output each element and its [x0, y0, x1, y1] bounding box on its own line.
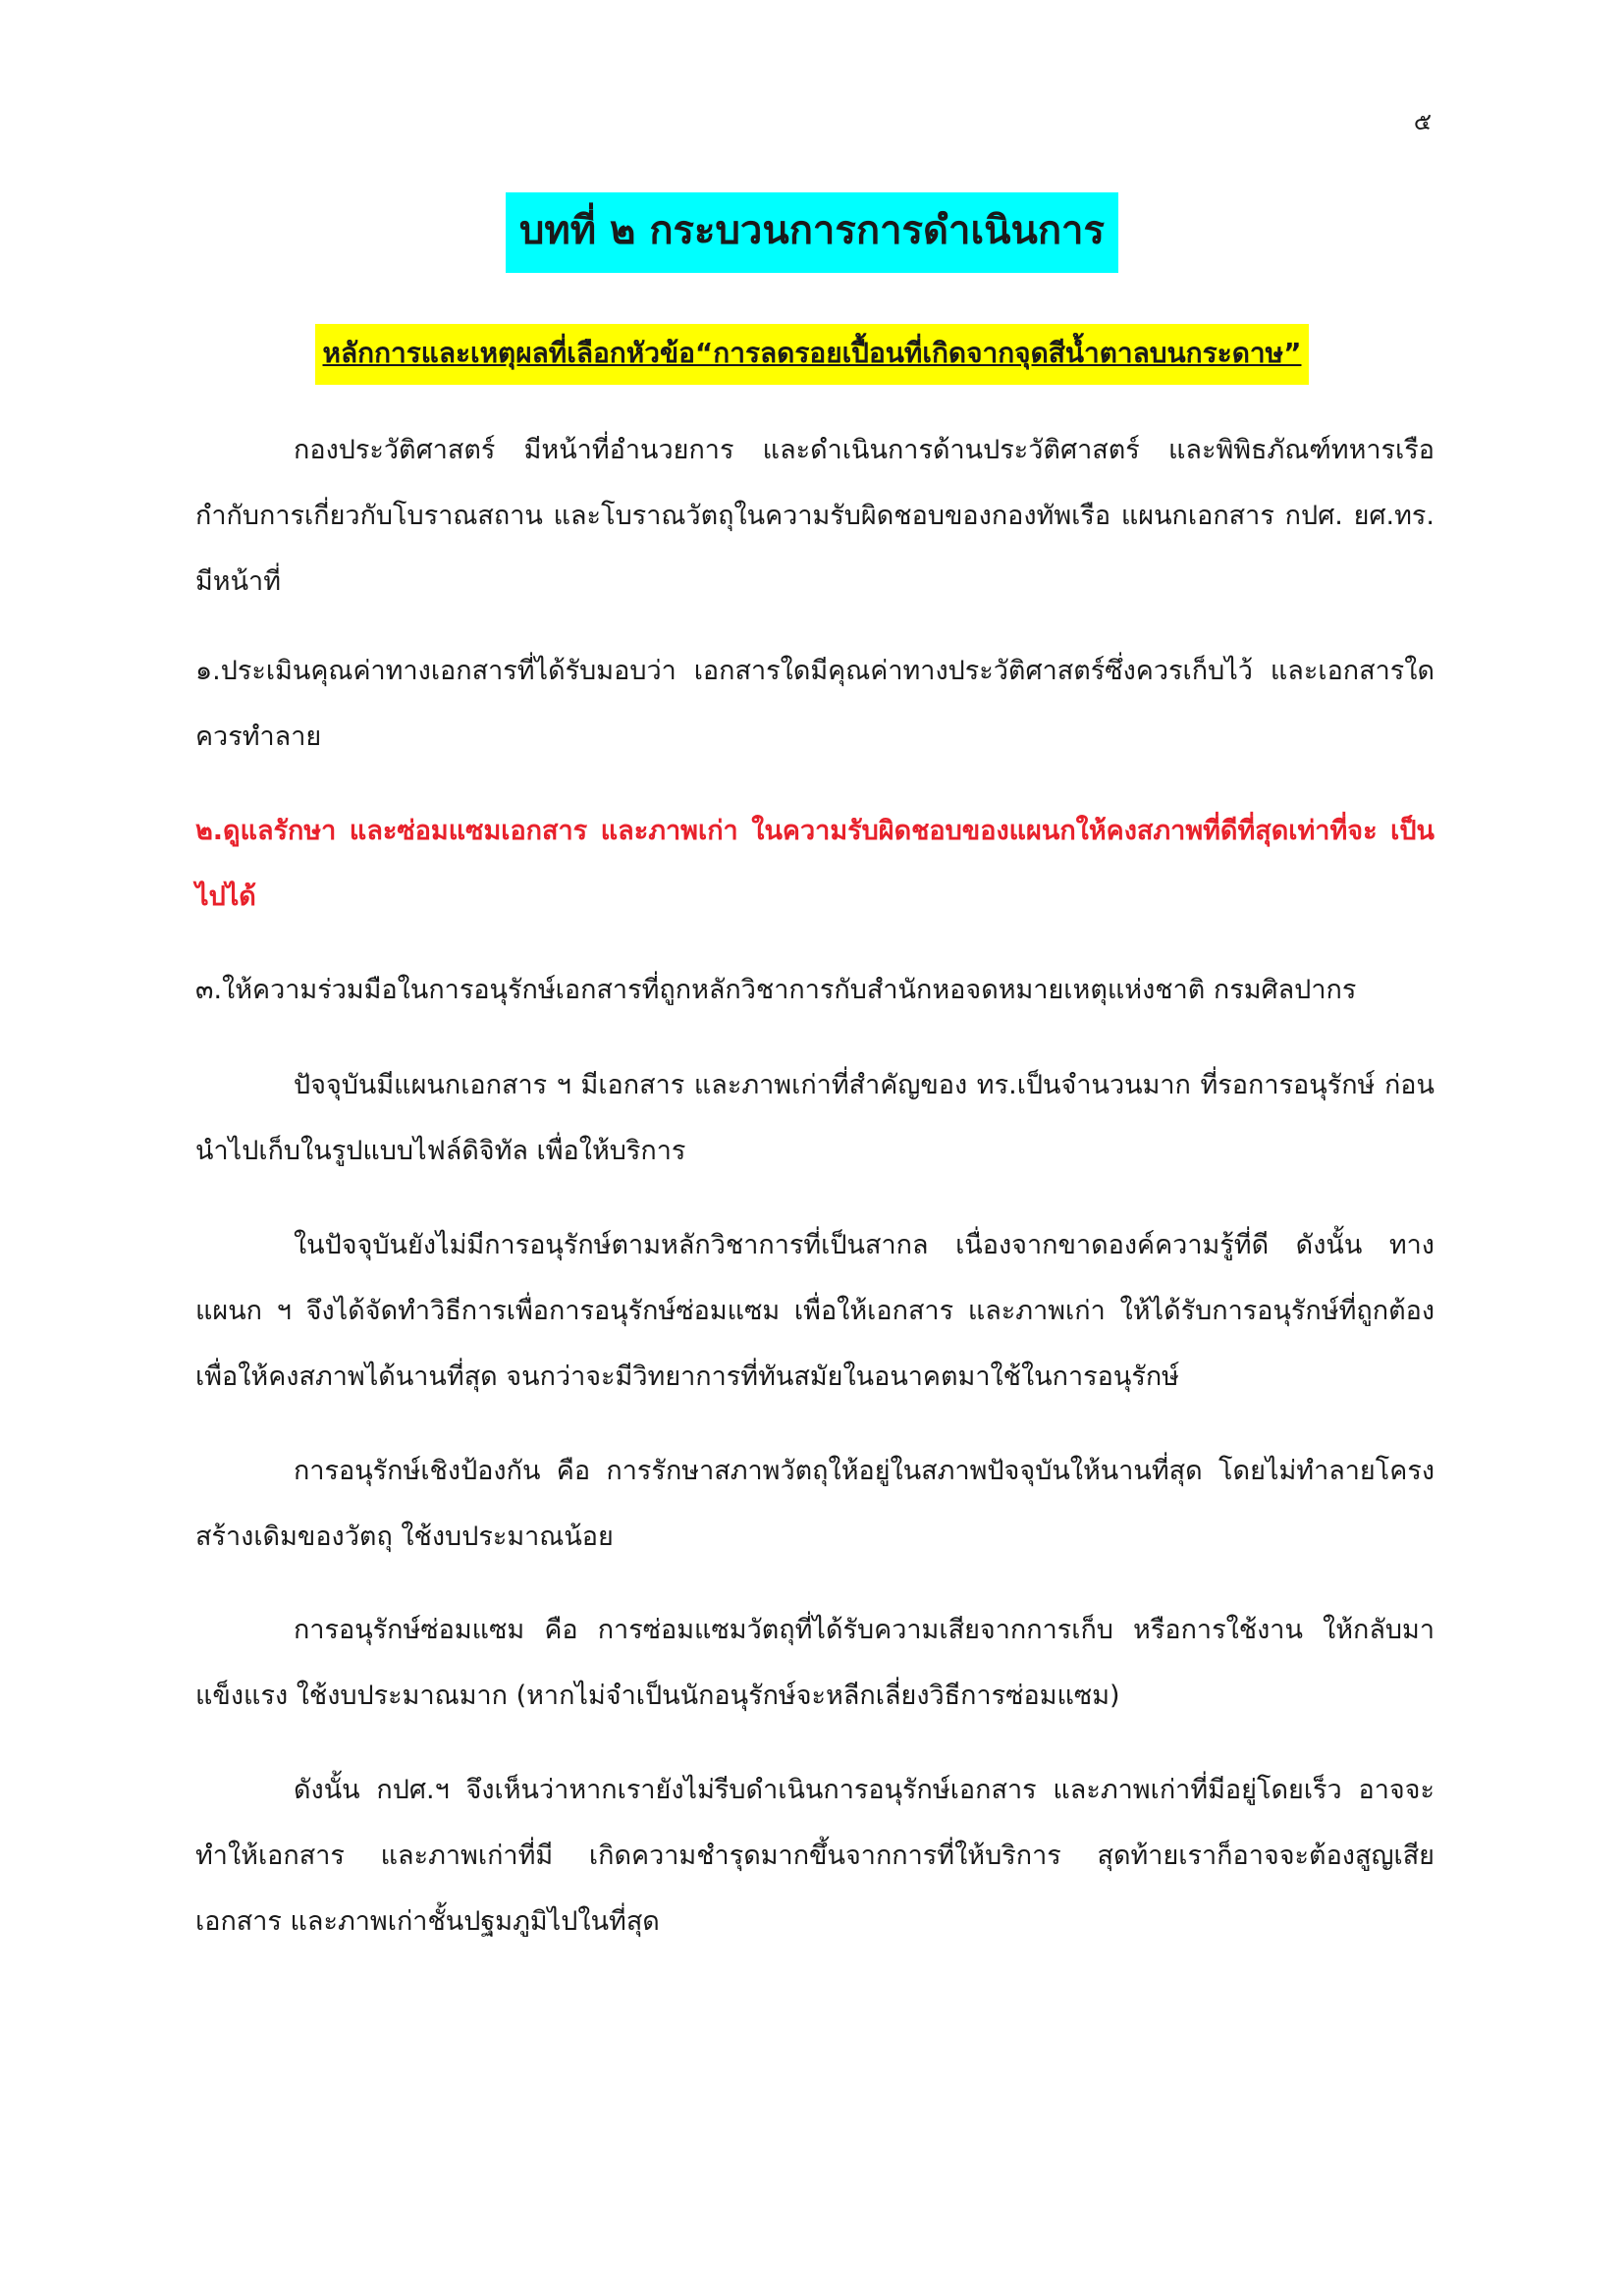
paragraph-current-state: ปัจจุบันมีแผนกเอกสาร ฯ มีเอกสาร และภาพเก่าที่สำคัญของ ทร.เป็นจำนวนมาก ที่รอการอนุรักษ์ ก่อนนำไปเก็บในรูปแบบไฟล์ดิจิทัล เพื่อให้บริการ: [195, 1070, 1435, 1166]
paragraph-duty-2: ๒.ดูแลรักษา และซ่อมแซมเอกสาร และภาพเก่า ในความรับผิดชอบของแผนกให้คงสภาพที่ดีที่สุดเท่าที่จะ เป็นไปได้: [195, 816, 1435, 912]
paragraph-conservation-need: ในปัจจุบันยังไม่มีการอนุรักษ์ตามหลักวิชาการที่เป็นสากล เนื่องจากขาดองค์ความรู้ที่ดี ดังนั้น ทาง แผนก ฯ จึงได้จัดทำวิธีการเพื่อการอนุรักษ์ซ่อมแซม เพื่อให้เอกสาร และภาพเก่า ให้ได้รับการอนุรักษ์ที่ถูกต้อง เพื่อให้คงสภาพได้นานที่สุด จนกว่าจะมีวิทยาการที่ทันสมัยในอนาคตมาใช้ในการอนุรักษ์: [195, 1230, 1435, 1392]
paragraph-intro: กองประวัติศาสตร์ มีหน้าที่อำนวยการ และดำเนินการด้านประวัติศาสตร์ และพิพิธภัณฑ์ทหารเรือ กำกับการเกี่ยวกับโบราณสถาน และโบราณวัตถุในความรับผิดชอบของกองทัพเรือ แผนกเอกสาร กปศ. ยศ.ทร. มีหน้าที่: [195, 435, 1435, 597]
page-number: ๕: [1413, 108, 1432, 135]
paragraph-duty-3: ๓.ให้ความร่วมมือในการอนุรักษ์เอกสารที่ถูกหลักวิชาการกับสำนักหอจดหมายเหตุแห่งชาติ กรมศิลปากร: [195, 975, 1357, 1005]
paragraph-preventive: การอนุรักษ์เชิงป้องกัน คือ การรักษาสภาพวัตถุให้อยู่ในสภาพปัจจุบันให้นานที่สุด โดยไม่ทำลายโครง สร้างเดิมของวัตถุ ใช้งบประมาณน้อย: [195, 1456, 1435, 1552]
chapter-title: บทที่ ๒ กระบวนการการดำเนินการ: [506, 192, 1118, 273]
subtitle-wrapper: [0, 324, 1624, 385]
paragraph-conclusion: ดังนั้น กปศ.ฯ จึงเห็นว่าหากเรายังไม่รีบดำเนินการอนุรักษ์เอกสาร และภาพเก่าที่มีอยู่โดยเร็ว อาจจะ ทำให้เอกสาร และภาพเก่าที่มี เกิดความชำรุดมากขึ้นจากการที่ให้บริการ สุดท้ายเราก็อาจจะต้องสูญเสีย เอกสาร และภาพเก่าชั้นปฐมภูมิไปในที่สุด: [195, 1775, 1435, 1937]
chapter-title-wrapper: [0, 192, 1624, 273]
paragraph-repair: การอนุรักษ์ซ่อมแซม คือ การซ่อมแซมวัตถุที่ได้รับความเสียจากการเก็บ หรือการใช้งาน ให้กลับมา แข็งแรง ใช้งบประมาณมาก (หากไม่จำเป็นนักอนุรักษ์จะหลีกเลี่ยงวิธีการซ่อมแซม): [195, 1615, 1435, 1711]
paragraph-duty-1: ๑.ประเมินคุณค่าทางเอกสารที่ได้รับมอบว่า เอกสารใดมีคุณค่าทางประวัติศาสตร์ซึ่งควรเก็บไว้ และเอกสารใด ควรทำลาย: [195, 656, 1435, 752]
section-subtitle: หลักการและเหตุผลที่เลือกหัวข้อ“การลดรอยเปื้อนที่เกิดจากจุดสีน้ำตาลบนกระดาษ”: [315, 324, 1310, 385]
